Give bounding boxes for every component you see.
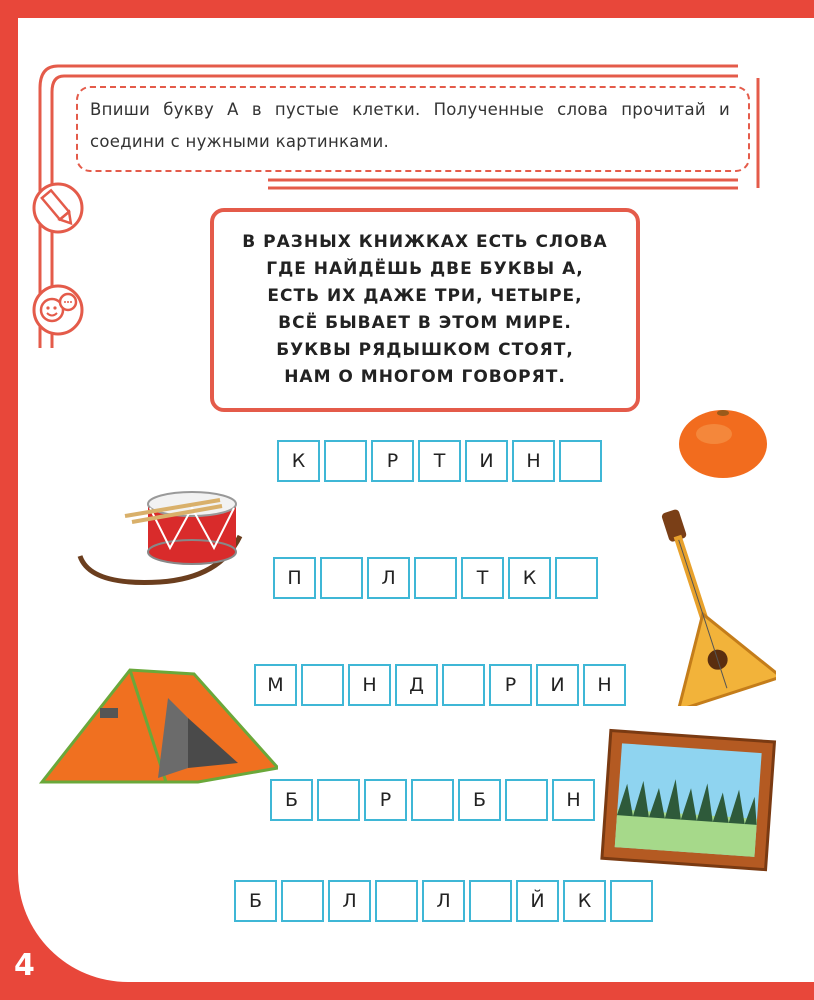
letter-cell[interactable] xyxy=(301,664,344,706)
drum-picture[interactable] xyxy=(70,486,250,596)
letter-cell[interactable] xyxy=(317,779,360,821)
letter-cell: И xyxy=(536,664,579,706)
letter-cell[interactable] xyxy=(469,880,512,922)
letter-cell: Л xyxy=(328,880,371,922)
letter-cell: Б xyxy=(270,779,313,821)
smiley-speech-icon xyxy=(28,280,108,350)
balalaika-picture[interactable] xyxy=(626,502,776,706)
letter-cell: Н xyxy=(512,440,555,482)
letter-cell: Р xyxy=(364,779,407,821)
letter-cell[interactable] xyxy=(324,440,367,482)
poem-text xyxy=(210,229,640,391)
letter-cell: Т xyxy=(461,557,504,599)
letter-cell: И xyxy=(465,440,508,482)
letter-cell: П xyxy=(273,557,316,599)
poem-line: ГДЕ НАЙДЁШЬ ДВЕ БУКВЫ А, xyxy=(266,259,584,279)
letter-cell: М xyxy=(254,664,297,706)
poem-line: БУКВЫ РЯДЫШКОМ СТОЯТ, xyxy=(276,340,574,360)
word-row-1 xyxy=(277,440,606,482)
letter-cell[interactable] xyxy=(281,880,324,922)
letter-cell: К xyxy=(563,880,606,922)
letter-cell[interactable] xyxy=(411,779,454,821)
letter-cell: Б xyxy=(234,880,277,922)
letter-cell[interactable] xyxy=(555,557,598,599)
word-row-3 xyxy=(254,664,630,706)
letter-cell: К xyxy=(277,440,320,482)
page xyxy=(18,18,814,982)
poem-line: НАМ О МНОГОМ ГОВОРЯТ. xyxy=(284,367,566,387)
letter-cell: Л xyxy=(367,557,410,599)
word-row-5 xyxy=(234,880,657,922)
letter-cell: Л xyxy=(422,880,465,922)
poem-line: В РАЗНЫХ КНИЖКАХ ЕСТЬ СЛОВА xyxy=(242,232,608,252)
poem-line: ЕСТЬ ИХ ДАЖЕ ТРИ, ЧЕТЫРЕ, xyxy=(267,286,583,306)
letter-cell: Й xyxy=(516,880,559,922)
word-row-4 xyxy=(270,779,599,821)
letter-cell: Т xyxy=(418,440,461,482)
letter-cell: Н xyxy=(348,664,391,706)
letter-cell: Д xyxy=(395,664,438,706)
word-row-2 xyxy=(273,557,602,599)
letter-cell[interactable] xyxy=(610,880,653,922)
letter-cell[interactable] xyxy=(320,557,363,599)
letter-cell[interactable] xyxy=(559,440,602,482)
letter-cell[interactable] xyxy=(414,557,457,599)
letter-cell[interactable] xyxy=(505,779,548,821)
letter-cell[interactable] xyxy=(375,880,418,922)
poem-line: ВСЁ БЫВАЕТ В ЭТОМ МИРЕ. xyxy=(278,313,572,333)
letter-cell: Р xyxy=(489,664,532,706)
letter-cell: Н xyxy=(583,664,626,706)
page-number: 4 xyxy=(14,948,35,983)
letter-cell: К xyxy=(508,557,551,599)
pencil-icon xyxy=(28,178,98,248)
letter-cell[interactable] xyxy=(442,664,485,706)
letter-cell: Р xyxy=(371,440,414,482)
tent-picture[interactable] xyxy=(38,658,278,788)
letter-cell: Б xyxy=(458,779,501,821)
painting-picture[interactable] xyxy=(592,728,782,878)
tangerine-picture[interactable] xyxy=(676,402,772,482)
instruction-text: Впиши букву А в пустые клетки. Полученные слова прочитай и соедини с нужными картинками. xyxy=(90,100,730,151)
letter-cell: Н xyxy=(552,779,595,821)
